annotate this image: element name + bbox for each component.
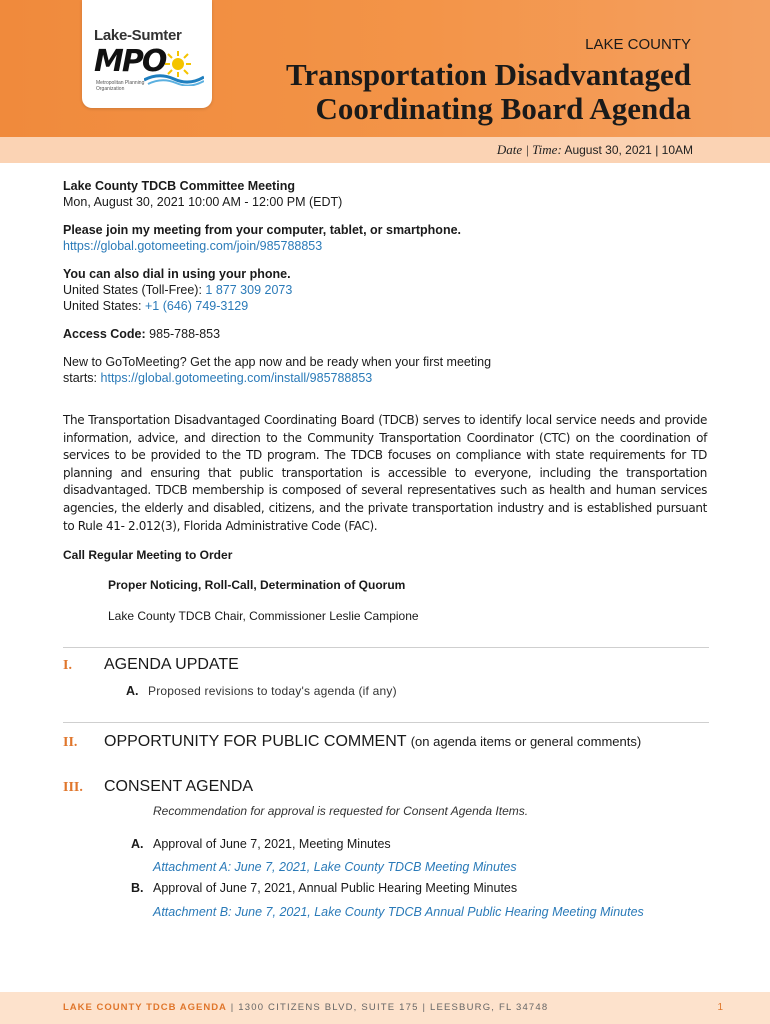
- section-title-public-comment: [104, 733, 641, 751]
- title-line-1: Transportation Disadvantaged: [285, 57, 691, 92]
- meeting-date-time: [497, 142, 693, 158]
- access-code: 985-788-853: [145, 327, 221, 341]
- call-to-order: Call Regular Meeting to Order: [63, 548, 233, 562]
- chair-line: Lake County TDCB Chair, Commissioner Leslie Campione: [108, 609, 419, 623]
- date-time-value: August 30, 2021 | 10AM: [564, 143, 693, 157]
- section-title-agenda-update: AGENDA UPDATE: [104, 656, 239, 673]
- join-link[interactable]: https://global.gotomeeting.com/join/985788853: [63, 239, 323, 253]
- divider: [63, 647, 709, 648]
- meeting-name: Lake County TDCB Committee Meeting: [63, 179, 295, 193]
- item-letter: B.: [131, 881, 144, 895]
- section-number: I.: [63, 658, 72, 673]
- item-text: Approval of June 7, 2021, Annual Public Hearing Meeting Minutes: [153, 881, 518, 895]
- title-line-2: Coordinating Board Agenda: [315, 91, 691, 126]
- install-link[interactable]: https://global.gotomeeting.com/install/985788853: [100, 371, 373, 385]
- item-text: Proposed revisions to today's agenda (if any): [148, 684, 397, 698]
- tollfree-label: United States (Toll-Free):: [63, 283, 206, 297]
- item-letter: A.: [131, 837, 144, 851]
- us-phone-link[interactable]: +1 (646) 749-3129: [145, 299, 249, 313]
- new-user-note: New to GoToMeeting? Get the app now and be ready when your first meeting: [63, 355, 492, 369]
- join-heading: Please join my meeting from your computer, tablet, or smartphone.: [63, 223, 462, 237]
- footer-agency: LAKE COUNTY TDCB AGENDA: [63, 1002, 227, 1013]
- logo-subtitle: Metropolitan Planning Organization: [96, 80, 145, 92]
- meeting-datetime: Mon, August 30, 2021 10:00 AM - 12:00 PM (EDT): [63, 195, 343, 209]
- section-number: II.: [63, 735, 78, 750]
- section-title-text: OPPORTUNITY FOR PUBLIC COMMENT: [104, 733, 411, 750]
- tollfree-phone-link[interactable]: 1 877 309 2073: [205, 283, 293, 297]
- attachment-a-link[interactable]: Attachment A: June 7, 2021, Lake County TDCB Meeting Minutes: [153, 860, 517, 874]
- divider: [63, 722, 709, 723]
- section-title-consent-agenda: CONSENT AGENDA: [104, 778, 254, 795]
- dial-heading: You can also dial in using your phone.: [63, 267, 291, 281]
- county-label: LAKE COUNTY: [585, 36, 691, 53]
- page-number: 1: [717, 1002, 723, 1013]
- logo-title: Lake-Sumter: [94, 27, 182, 44]
- page-title: [131, 58, 691, 126]
- new-user-note-starts: starts:: [63, 371, 101, 385]
- date-time-label: Date | Time:: [496, 142, 562, 157]
- attachment-b-link[interactable]: Attachment B: June 7, 2021, Lake County TDCB Annual Public Hearing Meeting Minutes: [153, 905, 644, 919]
- item-text: Approval of June 7, 2021, Meeting Minutes: [153, 837, 391, 851]
- section-number: III.: [63, 780, 83, 795]
- section-subtitle: (on agenda items or general comments): [410, 734, 642, 749]
- footer: [63, 1002, 548, 1013]
- tdcb-description: The Transportation Disadvantaged Coordinating Board (TDCB) serves to identify local service needs and provide information, advice, and direction to the Community Transportation Coordinator (CTC) on the coordination of services to be provided to the TD program. The TDCB focuses on compliance with state requirements for TD planning and ensuring that public transportation is accessible to everyone, including the transportation disadvantaged. TDCB membership is composed of several representatives such as health and human services agencies, the elderly and disabled, citizens, and the private transportation industry and is established pursuant to Rule 41- 2.012(3), Florida Administrative Code (FAC).: [63, 413, 707, 533]
- us-phone-label: United States:: [63, 299, 145, 313]
- noticing-line: Proper Noticing, Roll-Call, Determination of Quorum: [108, 578, 406, 592]
- item-letter: A.: [126, 684, 139, 698]
- access-code-label: Access Code:: [63, 327, 146, 341]
- meeting-info: [63, 178, 709, 398]
- logo-mark: MPO: [94, 44, 166, 79]
- footer-address: | 1300 CITIZENS BLVD, SUITE 175 | LEESBURG, FL 34748: [226, 1002, 549, 1013]
- consent-recommendation: Recommendation for approval is requested for Consent Agenda Items.: [153, 804, 529, 818]
